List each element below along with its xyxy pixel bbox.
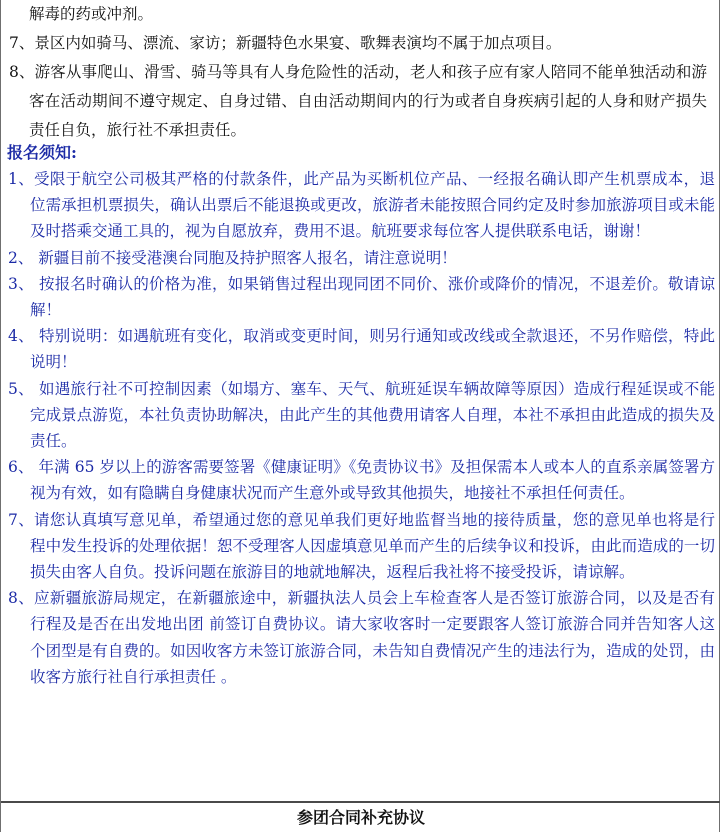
registration-item-4: 4、 特别说明：如遇航班有变化，取消或变更时间，则另行通知或改线或全款退还，不另作赔偿，特此说明！	[8, 327, 715, 372]
note-continuation: 解毒的药或冲剂。	[29, 5, 154, 23]
supplementary-agreement-title: 参团合同补充协议	[296, 808, 425, 827]
registration-item-3: 3、 按报名时确认的价格为准，如果销售过程出现同团不同价、涨价或降价的情况，不退差价。敬请谅解！	[8, 274, 715, 320]
note-item-8: 8、游客从事爬山、滑雪、骑马等具有人身危险性的活动，老人和孩子应有家人陪同不能单独活动和游客在活动期间不遵守规定、自身过错、自由活动期间内的行为或者自身疾病引起的人身和财产损失责任自负，旅行社不承担责任。	[9, 63, 707, 139]
registration-item-5: 5、 如遇旅行社不可控制因素（如塌方、塞车、天气、航班延误车辆故障等原因）造成行程延误或不能完成景点游览，本社负责协助解决，由此产生的其他费用请客人自理，本社不承担由此造成的损失及责任。	[8, 379, 715, 451]
registration-item-8: 8、应新疆旅游局规定，在新疆旅途中，新疆执法人员会上车检查客人是否签订旅游合同，以及是否有行程及是否在出发地出团 前签订自费协议。请大家收客时一定要跟客人签订旅游合同并告知客人这个团型是有自费的。如因收客方未签订旅游合同，未告知自费情况产生的违法行为，造成的处罚，由收客方旅行社自行承担责任 。	[8, 589, 715, 686]
note-item-7: 7、景区内如骑马、漂流、家访；新疆特色水果宴、歌舞表演均不属于加点项目。	[9, 34, 562, 52]
registration-item-1: 1、受限于航空公司极其严格的付款条件，此产品为买断机位产品、一经报名确认即产生机票成本，退位需承担机票损失，确认出票后不能退换或更改，旅游者未能按照合同约定及时参加旅游项目或未能及时搭乘交通工具的，视为自愿放弃，费用不退。航班要求每位客人提供联系电话，谢谢！	[8, 170, 715, 241]
registration-section	[1, 140, 720, 797]
registration-item-7: 7、请您认真填写意见单，希望通过您的意见单我们更好地监督当地的接待质量，您的意见单也将是行程中发生投诉的处理依据！恕不受理客人因虚填意见单而产生的后续争议和投诉，由此而造成的一切损失由客人自负。投诉问题在旅游目的地就地解决，返程后我社将不接受投诉，请谅解。	[8, 510, 715, 582]
registration-heading: 报名须知:	[7, 143, 77, 162]
registration-item-2: 2、 新疆目前不接受港澳台同胞及持护照客人报名，请注意说明！	[8, 248, 457, 267]
registration-item-6: 6、 年满 65 岁以上的游客需要签署《健康证明》《免责协议书》及担保需本人或本人的直系亲属签署方视为有效，如有隐瞒自身健康状况而产生意外或导致其他损失，地接社不承担任何责任。	[8, 458, 715, 503]
general-notes-section	[1, 0, 720, 140]
